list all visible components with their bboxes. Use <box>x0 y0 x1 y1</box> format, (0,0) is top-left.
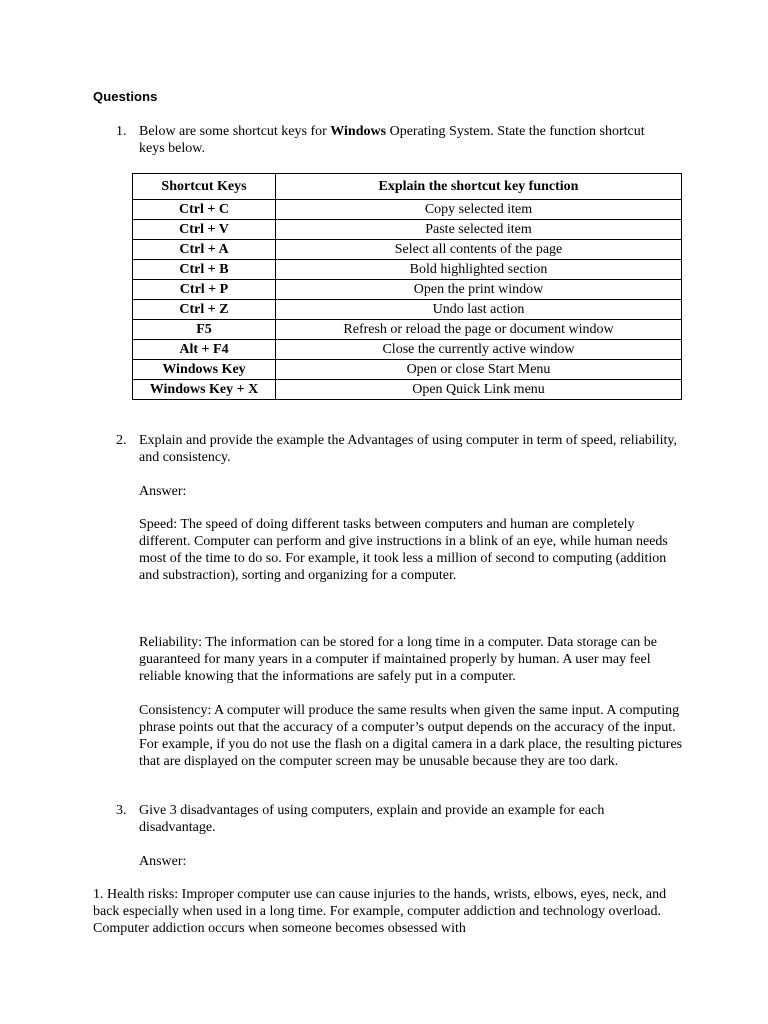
shortcut-key: Ctrl + V <box>133 220 276 240</box>
q1-text-after: Operating System. State the function shortcut keys below. <box>139 124 645 156</box>
table-row <box>133 360 682 380</box>
q1-text <box>139 123 659 157</box>
table-header-function: Explain the shortcut key function <box>276 174 682 200</box>
table-row <box>133 380 682 400</box>
table-row <box>133 320 682 340</box>
shortcut-function: Open or close Start Menu <box>276 360 682 380</box>
shortcut-key: Ctrl + Z <box>133 300 276 320</box>
table-row <box>133 240 682 260</box>
q2-consistency-paragraph: Consistency: A computer will produce the same results when given the same input. A computing phrase points out that the accuracy of a computer’s output depends on the accuracy of the input. For example, if you do not use the flash on a digital camera in a dark place, the resulting pictures that are displayed on the computer screen may be unusable because they are too dark. <box>139 703 683 769</box>
table-row <box>133 300 682 320</box>
shortcut-function: Undo last action <box>276 300 682 320</box>
shortcut-key: F5 <box>133 320 276 340</box>
q2-speed-paragraph: Speed: The speed of doing different tasks between computers and human are completely different. Computer can perform and give instructions in a blink of an eye, while human needs most of the time to do so. For example, it took less a million of second to computing (addition and substraction), sorting and organizing for a computer. <box>139 517 668 583</box>
page-title: Questions <box>93 89 158 104</box>
shortcut-key: Windows Key + X <box>133 380 276 400</box>
shortcut-function: Select all contents of the page <box>276 240 682 260</box>
table-row <box>133 340 682 360</box>
q3-answer-label: Answer: <box>139 854 187 869</box>
table-row <box>133 220 682 240</box>
shortcut-keys-table <box>132 173 682 400</box>
q2-answer-label: Answer: <box>139 484 187 499</box>
q3-number: 3. <box>116 803 127 818</box>
shortcut-function: Refresh or reload the page or document window <box>276 320 682 340</box>
shortcut-function: Open Quick Link menu <box>276 380 682 400</box>
q1-number: 1. <box>116 124 127 139</box>
shortcut-function: Open the print window <box>276 280 682 300</box>
q1-text-before: Below are some shortcut keys for <box>139 124 331 139</box>
shortcut-key: Ctrl + B <box>133 260 276 280</box>
shortcut-function: Close the currently active window <box>276 340 682 360</box>
table-header-keys: Shortcut Keys <box>133 174 276 200</box>
shortcut-key: Ctrl + A <box>133 240 276 260</box>
shortcut-function: Copy selected item <box>276 200 682 220</box>
table-row <box>133 200 682 220</box>
shortcut-function: Bold highlighted section <box>276 260 682 280</box>
shortcut-key: Alt + F4 <box>133 340 276 360</box>
table-header-row <box>133 174 682 200</box>
shortcut-key: Ctrl + C <box>133 200 276 220</box>
table-row <box>133 260 682 280</box>
q3-point-1: 1. Health risks: Improper computer use can cause injuries to the hands, wrists, elbows, eyes, neck, and back especially when used in a long time. For example, computer addiction and technology overload. Computer addiction occurs when someone becomes obsessed with <box>93 887 667 936</box>
q2-text: Explain and provide the example the Advantages of using computer in term of speed, reliability, and consistency. <box>139 433 677 465</box>
q2-number: 2. <box>116 433 127 448</box>
shortcut-key: Ctrl + P <box>133 280 276 300</box>
q1-text-bold: Windows <box>330 124 387 139</box>
q2-reliability-paragraph: Reliability: The information can be stored for a long time in a computer. Data storage can be guaranteed for many years in a computer if maintained properly by human. A user may feel reliable knowing that the informations are safely put in a computer. <box>139 635 657 684</box>
table-row <box>133 280 682 300</box>
shortcut-function: Paste selected item <box>276 220 682 240</box>
q3-text: Give 3 disadvantages of using computers, explain and provide an example for each disadvantage. <box>139 803 605 835</box>
shortcut-key: Windows Key <box>133 360 276 380</box>
